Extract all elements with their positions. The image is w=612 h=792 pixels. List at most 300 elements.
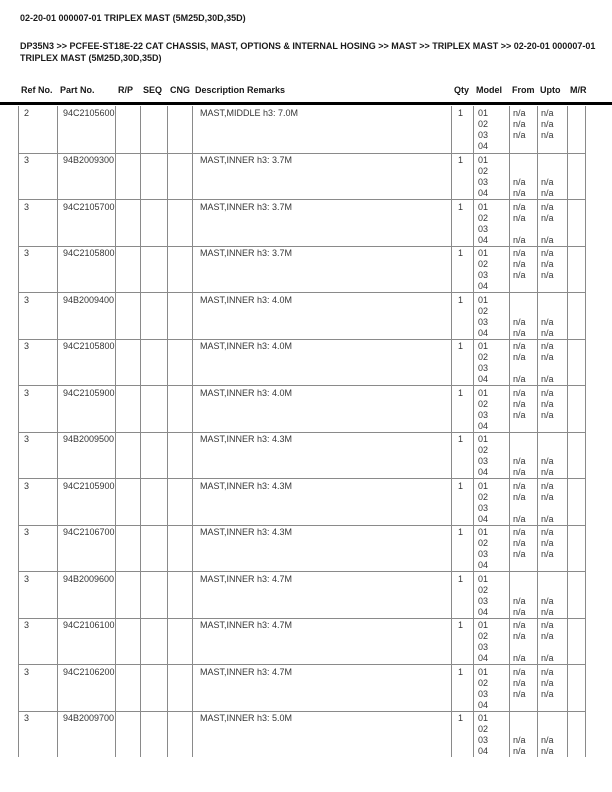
model-line: n/a: [513, 387, 526, 398]
description-cell: MAST,INNER h3: 4.7M: [192, 572, 451, 618]
model-line: 01: [478, 573, 489, 584]
model-line: [513, 281, 535, 292]
seq-cell: [140, 433, 167, 479]
cng-cell: [167, 386, 192, 432]
model-line: 03: [478, 549, 489, 559]
model-line: n/a: [541, 316, 554, 327]
table-row: [18, 478, 586, 525]
part-no-cell: 94C2106200: [57, 665, 115, 711]
rp-cell: [115, 247, 140, 293]
model-line: [513, 713, 535, 724]
ref-no-cell: 3: [18, 293, 57, 339]
model-cell: [473, 200, 509, 246]
model-line: n/a: [513, 327, 526, 338]
column-header-description-remarks: Description Remarks: [195, 85, 286, 95]
upto-cell: [537, 200, 567, 246]
model-line: [513, 306, 535, 317]
model-line: n/a: [541, 327, 554, 338]
model-line: [541, 141, 565, 152]
model-line: n/a: [513, 352, 526, 362]
model-line: 01: [478, 155, 489, 165]
model-line: n/a: [513, 527, 526, 537]
cng-cell: [167, 619, 192, 665]
rp-cell: [115, 526, 140, 572]
column-header-from: From: [512, 85, 535, 95]
model-line: 01: [478, 434, 489, 444]
model-line: 04: [478, 606, 489, 617]
model-line: 02: [478, 724, 489, 734]
model-line: n/a: [513, 549, 526, 559]
table-header-row: [18, 85, 586, 95]
model-line: 03: [478, 129, 489, 140]
model-line: 04: [478, 513, 489, 524]
column-header-model: Model: [476, 85, 502, 95]
seq-cell: [140, 340, 167, 386]
upto-cell: [537, 154, 567, 200]
table-row: [18, 664, 586, 711]
qty-cell: 1: [451, 433, 473, 479]
upto-cell: [537, 712, 567, 758]
upto-cell: [537, 106, 567, 153]
description-cell: MAST,INNER h3: 4.3M: [192, 526, 451, 572]
model-line: n/a: [513, 316, 526, 327]
upto-cell: [537, 340, 567, 386]
ref-no-cell: 3: [18, 386, 57, 432]
model-line: [541, 363, 565, 374]
model-line: 02: [478, 398, 489, 409]
model-line: [541, 642, 565, 653]
parts-table-body: [18, 106, 586, 757]
model-line: n/a: [541, 735, 554, 745]
qty-cell: 1: [451, 200, 473, 246]
model-line: n/a: [513, 341, 526, 351]
upto-cell: [537, 619, 567, 665]
model-line: [541, 503, 565, 514]
model-line: 02: [478, 352, 489, 362]
model-line: 04: [478, 467, 489, 477]
model-line: 01: [478, 294, 489, 305]
from-cell: [509, 619, 537, 665]
model-line: 03: [478, 735, 489, 745]
model-line: [541, 585, 565, 596]
mr-cell: [567, 665, 586, 711]
seq-cell: [140, 247, 167, 293]
model-line: [541, 445, 565, 456]
model-line: [513, 224, 535, 235]
model-line: n/a: [541, 467, 554, 477]
model-line: n/a: [513, 688, 526, 699]
model-line: n/a: [541, 374, 554, 384]
model-line: n/a: [513, 606, 526, 617]
seq-cell: [140, 479, 167, 525]
mr-cell: [567, 200, 586, 246]
model-line: n/a: [541, 666, 554, 677]
model-line: n/a: [513, 259, 526, 269]
model-line: n/a: [541, 595, 554, 606]
model-line: 03: [478, 363, 489, 373]
mr-cell: [567, 712, 586, 758]
model-line: [513, 295, 535, 306]
table-row: [18, 106, 586, 153]
model-line: n/a: [513, 620, 526, 630]
seq-cell: [140, 154, 167, 200]
ref-no-cell: 3: [18, 479, 57, 525]
seq-cell: [140, 712, 167, 758]
model-line: [541, 281, 565, 292]
model-cell: [473, 293, 509, 339]
model-line: n/a: [541, 513, 554, 524]
model-line: n/a: [541, 688, 554, 699]
from-cell: [509, 154, 537, 200]
model-line: [541, 224, 565, 235]
model-line: [513, 724, 535, 735]
cng-cell: [167, 200, 192, 246]
model-line: n/a: [541, 259, 554, 269]
upto-cell: [537, 293, 567, 339]
model-line: [541, 166, 565, 177]
model-line: [513, 445, 535, 456]
column-header-seq: SEQ: [143, 85, 163, 95]
rp-cell: [115, 712, 140, 758]
model-line: 02: [478, 259, 489, 269]
upto-cell: [537, 572, 567, 618]
qty-cell: 1: [451, 665, 473, 711]
model-line: 04: [478, 188, 489, 198]
from-cell: [509, 340, 537, 386]
model-line: n/a: [541, 201, 554, 212]
model-line: [513, 642, 535, 653]
model-cell: [473, 433, 509, 479]
from-cell: [509, 712, 537, 758]
model-line: 02: [478, 118, 489, 129]
table-row: [18, 339, 586, 386]
model-line: n/a: [513, 212, 526, 223]
model-line: 04: [478, 699, 489, 710]
description-cell: MAST,INNER h3: 4.0M: [192, 340, 451, 386]
model-line: 03: [478, 456, 489, 466]
from-cell: [509, 293, 537, 339]
rp-cell: [115, 572, 140, 618]
model-cell: [473, 619, 509, 665]
mr-cell: [567, 293, 586, 339]
column-header-cng: CNG: [170, 85, 190, 95]
model-line: n/a: [513, 480, 526, 491]
model-line: n/a: [541, 456, 554, 466]
upto-cell: [537, 665, 567, 711]
cng-cell: [167, 712, 192, 758]
model-line: 04: [478, 746, 489, 756]
table-row: [18, 385, 586, 432]
model-line: n/a: [513, 129, 526, 140]
model-line: n/a: [541, 746, 554, 756]
table-row: [18, 292, 586, 339]
model-line: [541, 560, 565, 571]
model-line: n/a: [513, 631, 526, 641]
table-row: [18, 711, 586, 758]
from-cell: [509, 106, 537, 153]
model-line: [513, 503, 535, 514]
model-line: 03: [478, 688, 489, 699]
header-rule-divider: [0, 102, 612, 105]
model-cell: [473, 572, 509, 618]
ref-no-cell: 3: [18, 247, 57, 293]
model-line: n/a: [513, 666, 526, 677]
model-line: n/a: [513, 107, 526, 118]
description-cell: MAST,INNER h3: 4.7M: [192, 619, 451, 665]
rp-cell: [115, 340, 140, 386]
seq-cell: [140, 572, 167, 618]
description-cell: MAST,INNER h3: 3.7M: [192, 154, 451, 200]
rp-cell: [115, 293, 140, 339]
table-row: [18, 571, 586, 618]
rp-cell: [115, 154, 140, 200]
model-line: n/a: [513, 248, 526, 258]
model-line: [513, 700, 535, 711]
ref-no-cell: 3: [18, 665, 57, 711]
model-line: n/a: [541, 107, 554, 118]
model-line: n/a: [513, 735, 526, 745]
mr-cell: [567, 479, 586, 525]
cng-cell: [167, 106, 192, 153]
table-row: [18, 153, 586, 200]
from-cell: [509, 572, 537, 618]
model-line: n/a: [541, 177, 554, 187]
model-line: [541, 700, 565, 711]
cng-cell: [167, 572, 192, 618]
cng-cell: [167, 293, 192, 339]
model-cell: [473, 106, 509, 153]
table-row: [18, 618, 586, 665]
qty-cell: 1: [451, 526, 473, 572]
cng-cell: [167, 247, 192, 293]
model-line: 04: [478, 560, 489, 570]
model-cell: [473, 479, 509, 525]
description-cell: MAST,INNER h3: 4.7M: [192, 665, 451, 711]
model-line: n/a: [513, 467, 526, 477]
part-no-cell: 94C2105800: [57, 247, 115, 293]
model-line: n/a: [513, 456, 526, 466]
from-cell: [509, 247, 537, 293]
description-cell: MAST,INNER h3: 4.0M: [192, 293, 451, 339]
model-line: 03: [478, 642, 489, 652]
column-header-part-no: Part No.: [60, 85, 95, 95]
model-line: n/a: [541, 248, 554, 258]
model-cell: [473, 154, 509, 200]
description-cell: MAST,INNER h3: 3.7M: [192, 247, 451, 293]
model-line: 02: [478, 305, 489, 316]
model-line: n/a: [541, 538, 554, 548]
model-line: n/a: [541, 480, 554, 491]
model-line: [513, 585, 535, 596]
model-line: 02: [478, 677, 489, 688]
model-line: 03: [478, 595, 489, 606]
model-line: n/a: [541, 620, 554, 630]
model-line: n/a: [513, 538, 526, 548]
seq-cell: [140, 293, 167, 339]
model-line: n/a: [513, 595, 526, 606]
breadcrumb: DP35N3 >> PCFEE-ST18E-22 CAT CHASSIS, MAST, OPTIONS & INTERNAL HOSING >> MAST >> TRIPLEX MAST >> 02-20-01 000007-01 TRIPLEX MAST (5M25D,30D,35D): [20, 41, 596, 63]
rp-cell: [115, 386, 140, 432]
seq-cell: [140, 106, 167, 153]
cng-cell: [167, 526, 192, 572]
mr-cell: [567, 572, 586, 618]
model-line: 04: [478, 420, 489, 431]
from-cell: [509, 433, 537, 479]
column-header-qty: Qty: [454, 85, 470, 95]
model-line: 02: [478, 491, 489, 502]
ref-no-cell: 3: [18, 433, 57, 479]
qty-cell: 1: [451, 293, 473, 339]
part-no-cell: 94B2009700: [57, 712, 115, 758]
qty-cell: 1: [451, 619, 473, 665]
model-line: 04: [478, 140, 489, 151]
model-line: 02: [478, 584, 489, 595]
model-line: 02: [478, 445, 489, 455]
model-line: n/a: [513, 677, 526, 688]
column-header-upto: Upto: [540, 85, 561, 95]
model-cell: [473, 526, 509, 572]
page-title: 02-20-01 000007-01 TRIPLEX MAST (5M25D,30D,35D): [20, 13, 246, 23]
model-line: 02: [478, 538, 489, 548]
model-line: n/a: [513, 398, 526, 409]
from-cell: [509, 479, 537, 525]
model-line: 02: [478, 212, 489, 223]
description-cell: MAST,MIDDLE h3: 7.0M: [192, 106, 451, 153]
qty-cell: 1: [451, 572, 473, 618]
model-line: [513, 560, 535, 571]
mr-cell: [567, 154, 586, 200]
part-no-cell: 94C2105900: [57, 386, 115, 432]
model-line: [513, 155, 535, 166]
part-no-cell: 94C2105900: [57, 479, 115, 525]
model-line: [541, 155, 565, 166]
model-line: n/a: [541, 527, 554, 537]
rp-cell: [115, 433, 140, 479]
model-line: n/a: [513, 653, 526, 663]
model-line: [541, 724, 565, 735]
column-header-rp: R/P: [118, 85, 134, 95]
seq-cell: [140, 526, 167, 572]
table-row: [18, 199, 586, 246]
model-line: 03: [478, 502, 489, 513]
model-line: [541, 306, 565, 317]
model-cell: [473, 712, 509, 758]
rp-cell: [115, 200, 140, 246]
model-line: 03: [478, 409, 489, 420]
table-row: [18, 525, 586, 572]
model-line: n/a: [513, 513, 526, 524]
ref-no-cell: 3: [18, 572, 57, 618]
model-cell: [473, 386, 509, 432]
ref-no-cell: 3: [18, 154, 57, 200]
qty-cell: 1: [451, 340, 473, 386]
model-line: 01: [478, 480, 489, 491]
cng-cell: [167, 665, 192, 711]
cng-cell: [167, 154, 192, 200]
cng-cell: [167, 479, 192, 525]
model-line: n/a: [541, 387, 554, 398]
description-cell: MAST,INNER h3: 5.0M: [192, 712, 451, 758]
qty-cell: 1: [451, 106, 473, 153]
ref-no-cell: 3: [18, 619, 57, 665]
description-cell: MAST,INNER h3: 4.3M: [192, 479, 451, 525]
model-line: [513, 434, 535, 445]
description-cell: MAST,INNER h3: 3.7M: [192, 200, 451, 246]
description-cell: MAST,INNER h3: 4.3M: [192, 433, 451, 479]
model-line: 01: [478, 713, 489, 723]
model-line: n/a: [513, 177, 526, 187]
model-line: 01: [478, 107, 489, 118]
model-cell: [473, 247, 509, 293]
model-line: 02: [478, 631, 489, 641]
model-line: 01: [478, 387, 489, 398]
model-line: n/a: [541, 653, 554, 663]
model-line: [541, 574, 565, 585]
rp-cell: [115, 106, 140, 153]
from-cell: [509, 386, 537, 432]
model-line: n/a: [541, 549, 554, 559]
model-line: 01: [478, 620, 489, 630]
model-line: n/a: [513, 409, 526, 420]
seq-cell: [140, 665, 167, 711]
model-line: n/a: [513, 118, 526, 129]
model-line: [513, 363, 535, 374]
model-line: 03: [478, 270, 489, 280]
model-line: 04: [478, 327, 489, 338]
model-line: n/a: [541, 606, 554, 617]
model-line: n/a: [541, 212, 554, 223]
rp-cell: [115, 619, 140, 665]
model-line: n/a: [513, 374, 526, 384]
model-line: 03: [478, 177, 489, 187]
model-line: n/a: [513, 201, 526, 212]
model-line: [513, 141, 535, 152]
part-no-cell: 94B2009500: [57, 433, 115, 479]
rp-cell: [115, 665, 140, 711]
model-line: n/a: [541, 129, 554, 140]
upto-cell: [537, 479, 567, 525]
ref-no-cell: 3: [18, 712, 57, 758]
model-line: 04: [478, 234, 489, 245]
model-line: n/a: [541, 491, 554, 502]
model-line: 01: [478, 341, 489, 351]
model-line: [541, 434, 565, 445]
model-cell: [473, 665, 509, 711]
qty-cell: 1: [451, 154, 473, 200]
model-line: n/a: [541, 188, 554, 198]
model-line: 01: [478, 201, 489, 212]
ref-no-cell: 3: [18, 526, 57, 572]
model-line: 04: [478, 281, 489, 291]
description-cell: MAST,INNER h3: 4.0M: [192, 386, 451, 432]
part-no-cell: 94B2009600: [57, 572, 115, 618]
qty-cell: 1: [451, 247, 473, 293]
model-line: n/a: [513, 491, 526, 502]
model-line: n/a: [513, 188, 526, 198]
mr-cell: [567, 340, 586, 386]
model-line: [513, 574, 535, 585]
model-line: [541, 421, 565, 432]
model-line: n/a: [541, 631, 554, 641]
model-line: n/a: [541, 398, 554, 409]
seq-cell: [140, 200, 167, 246]
seq-cell: [140, 386, 167, 432]
model-line: n/a: [541, 341, 554, 351]
from-cell: [509, 526, 537, 572]
model-line: 02: [478, 166, 489, 176]
part-no-cell: 94C2105600: [57, 106, 115, 153]
part-no-cell: 94B2009400: [57, 293, 115, 339]
